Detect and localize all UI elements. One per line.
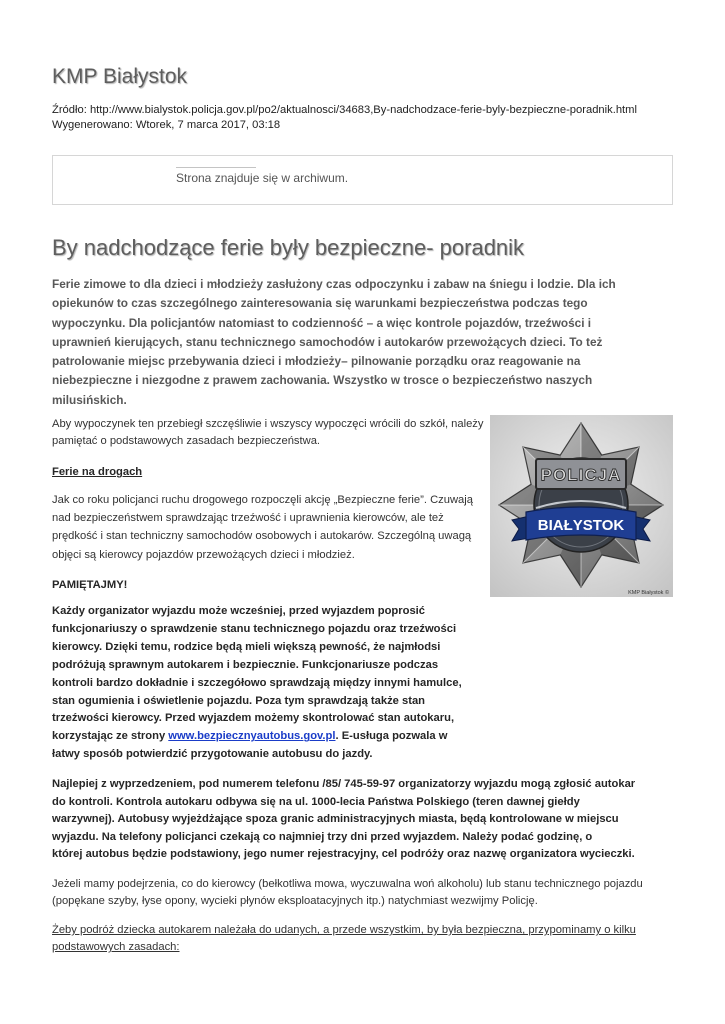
organizer-line: stan ogumienia i oświetlenie pojazdu. Poza tym sprawdzają także stan xyxy=(52,694,426,707)
generated-line xyxy=(52,118,280,133)
source-url: http://www.bialystok.policja.gov.pl/po2/aktualnosci/34683,By-nadchodzace-ferie-byly-bezpieczne-poradnik.html xyxy=(89,104,637,116)
badge-plaque-text: POLICJA xyxy=(540,465,622,485)
source-line xyxy=(52,103,637,118)
organizer-link-line xyxy=(52,728,462,746)
badge-image xyxy=(490,415,673,597)
archive-notice-box xyxy=(52,155,673,205)
contact-line: Najlepiej z wyprzedzeniem, pod numerem telefonu /85/ 745-59-97 organizatorzy wyjazdu mogą zgłosić autokar xyxy=(52,778,636,790)
organizer-line: łatwy sposób potwierdzić przygotowanie autobusu do jazdy. xyxy=(52,748,373,761)
contact-line: do kontroli. Kontrola autokaru odbywa się na ul. 1000-lecia Państwa Polskiego (teren dawnej giełdy xyxy=(52,795,580,808)
lead-line: niebezpieczne i niezgodne z prawem zachowania. Wszystko w trosce o bezpieczeństwo naszych xyxy=(52,373,593,388)
lead-line: milusińskich. xyxy=(52,392,127,407)
lead-line: opiekunów to czas szczególnego zainteresowania się warunkami bezpieczeństwa podczas tego xyxy=(52,296,588,311)
organizer-paragraph xyxy=(52,603,462,764)
lead-line: patrolowanie miejsc przebywania dzieci i młodzieży– pilnowanie porządku oraz reagowanie na xyxy=(52,354,581,369)
suspicion-line: Jeżeli mamy podejrzenia, co do kierowcy (bełkotliwa mowa, wyczuwalna woń alkoholu) lub stanu technicznego pojazdu xyxy=(52,878,643,890)
article-title: By nadchodzące ferie były bezpieczne- poradnik xyxy=(52,235,525,260)
source-label: Źródło: xyxy=(52,104,87,116)
suspicion-line: (popękane szyby, łyse opony, wycieki płynów eksploatacyjnych itp.) natychmiast wezwijmy Policję. xyxy=(52,895,538,907)
site-title: KMP Białystok xyxy=(52,65,187,88)
reminder-line: podstawowych zasadach: xyxy=(52,941,180,953)
organizer-line: kierowcy. Dzięki temu, rodzice będą mieli większą pewność, że najmłodsi xyxy=(52,640,441,653)
section-paragraph xyxy=(52,491,473,564)
contact-line: wyjazdu. Na telefony policjanci czekają co najmniej trzy dni przed wyjazdem. Należy podać godzinę, o xyxy=(52,830,593,843)
section-line: objęci są kierowcy pojazdów przewożących dzieci i młodzież. xyxy=(52,548,355,561)
generated-label: Wygenerowano: xyxy=(52,119,133,131)
lead-paragraph xyxy=(52,275,616,410)
section-heading: Ferie na drogach xyxy=(52,466,143,478)
intro-line: pamiętać o podstawowych zasadach bezpieczeństwa. xyxy=(52,435,321,447)
generated-value: Wtorek, 7 marca 2017, 03:18 xyxy=(135,119,281,131)
organizer-line: Każdy organizator wyjazdu może wcześniej, przed wyjazdem poprosić xyxy=(52,605,426,617)
badge-credit: KMP Białystok © xyxy=(628,590,669,596)
archive-notice-text: Strona znajduje się w archiwum. xyxy=(176,171,349,185)
organizer-line: funkcjonariuszy o sprawdzenie stanu technicznego pojazdu oraz trzeźwości xyxy=(52,622,457,635)
police-star-badge-icon xyxy=(490,415,673,597)
remember-heading: PAMIĘTAJMY! xyxy=(52,579,128,591)
reminder-paragraph xyxy=(52,922,636,956)
contact-line: warzywnej). Autobusy wyjeżdżające spoza granic administracyjnych miasta, będą kontrolowane w miejscu xyxy=(52,813,619,825)
contact-line: której autobus będzie podstawiony, jego numer rejestracyjny, cel podróży oraz nazwę organizatora wycieczki. xyxy=(52,848,635,860)
lead-line: Ferie zimowe to dla dzieci i młodzieży zasłużony czas odpoczynku i zabaw na śniegu i lodzie. Dla ich xyxy=(52,277,616,291)
suspicion-paragraph xyxy=(52,876,643,910)
organizer-line: podróżują sprawnym autokarem i bezpiecznie. Funkcjonariusze podczas xyxy=(52,658,439,671)
section-line: nad bezpieczeństwem sprawdzając trzeźwość i uprawnienia kierowców, ale też xyxy=(52,512,444,525)
section-line: prędkość i stan techniczny samochodów osobowych i autokarów. Szczególną uwagą xyxy=(52,530,472,543)
section-line: Jak co roku policjanci ruchu drogowego rozpoczęli akcję „Bezpieczne ferie”. Czuwają xyxy=(52,494,473,506)
archive-divider xyxy=(176,167,256,168)
intro-line: Aby wypoczynek ten przebiegł szczęśliwie i wszyscy wypoczęci wrócili do szkół, należy xyxy=(52,418,484,430)
lead-line: uprawnień kierujących, stanu technicznego samochodów i autokarów przewożących dzieci. To też xyxy=(52,334,603,349)
bezpieczny-autobus-link[interactable]: www.bezpiecznyautobus.gov.pl xyxy=(168,730,336,743)
badge-ribbon-text: BIAŁYSTOK xyxy=(537,517,625,534)
organizer-line: trzeźwości kierowcy. Przed wyjazdem możemy skontrolować stan autokaru, xyxy=(52,712,455,725)
lead-line: wypoczynku. Dla policjantów natomiast to codzienność – a więc kontrole pojazdów, trzeźwości i xyxy=(52,315,592,330)
organizer-line: kontroli bardzo dokładnie i szczegółowo sprawdzają między innymi hamulce, xyxy=(52,676,462,689)
organizer-link-after: . E-usługa pozwala w xyxy=(335,730,448,743)
intro-paragraph xyxy=(52,416,484,450)
reminder-line: Żeby podróż dziecka autokarem należała do udanych, a przede wszystkim, by była bezpieczna, przypominamy o kilku xyxy=(52,924,636,936)
contact-paragraph xyxy=(52,776,635,864)
organizer-link-before: korzystając ze strony xyxy=(52,730,169,743)
